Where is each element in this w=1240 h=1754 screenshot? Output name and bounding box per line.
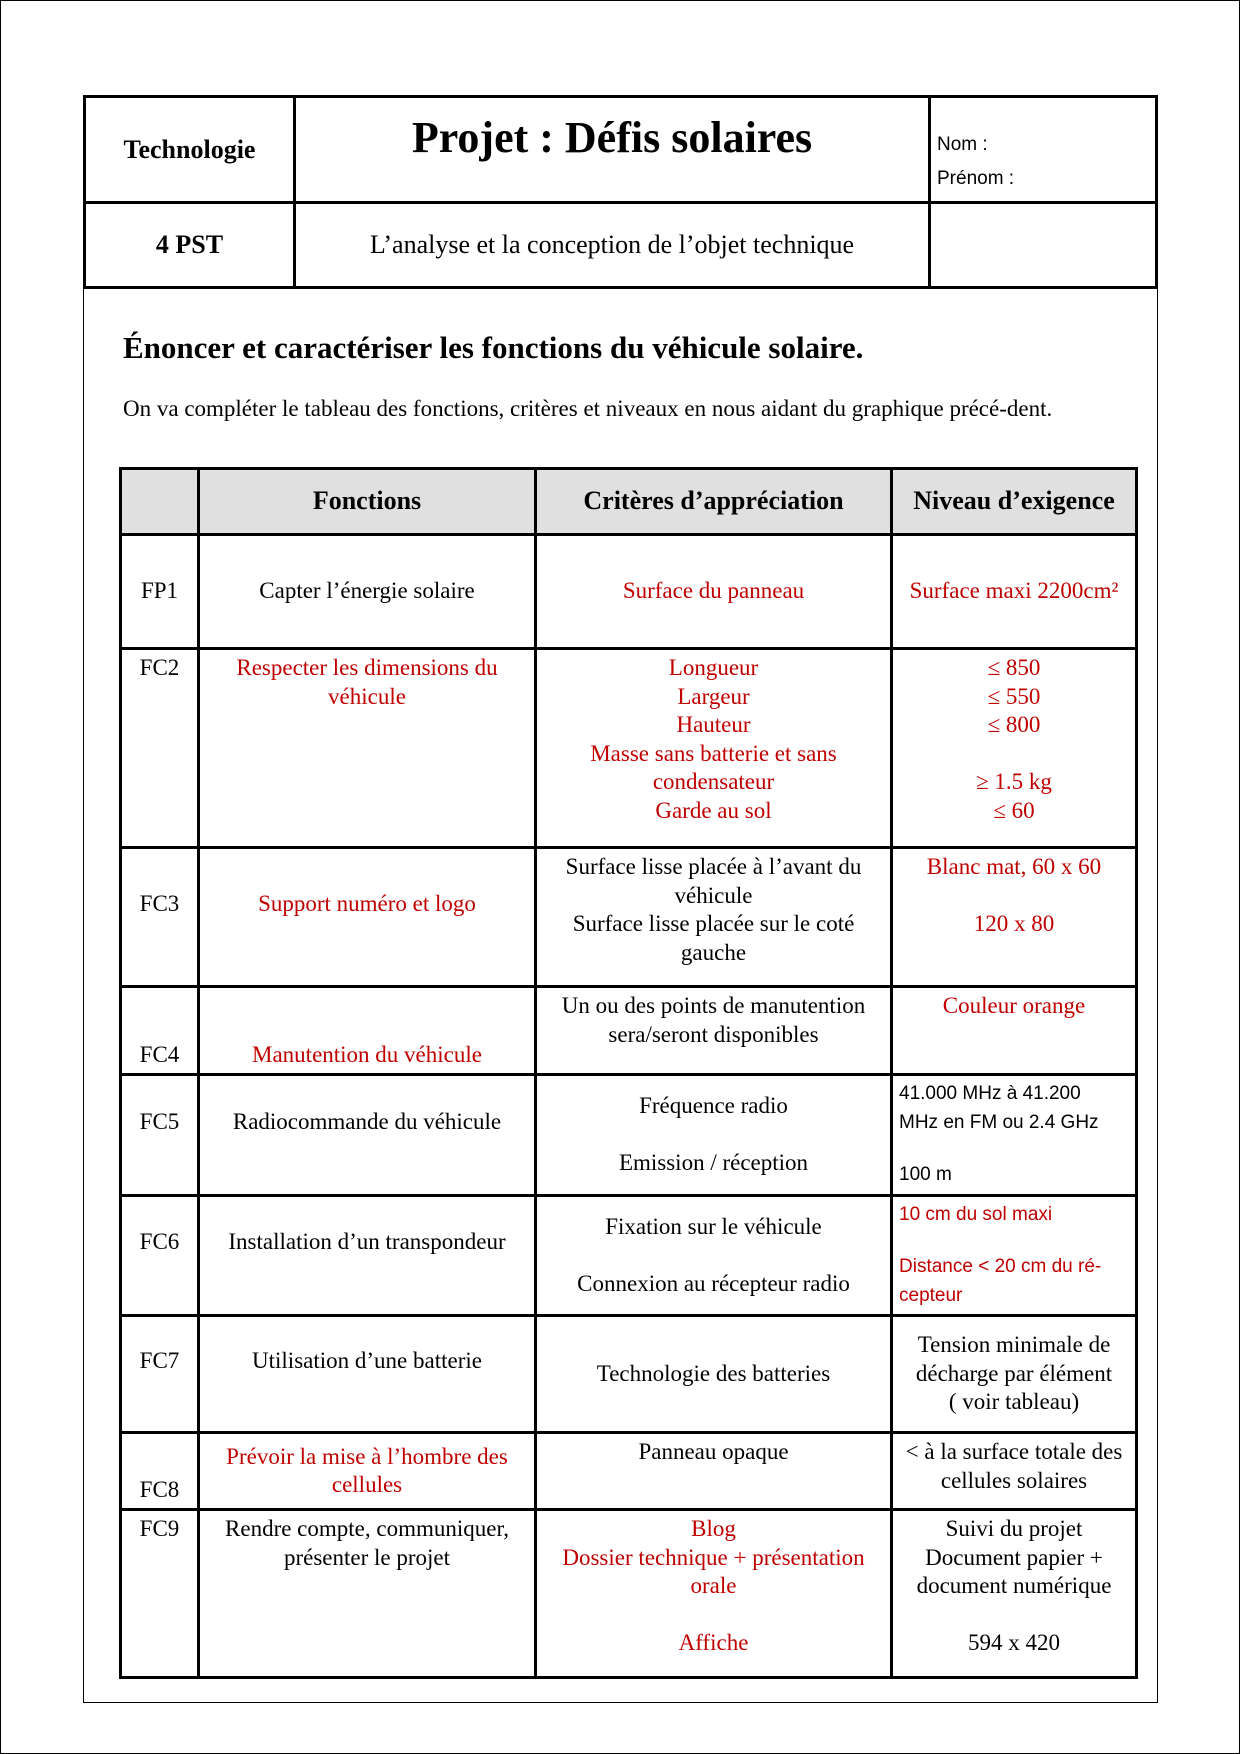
criteres-cell	[536, 535, 892, 649]
niveau-cell	[892, 1195, 1137, 1316]
niveau-line	[899, 1229, 1129, 1253]
row-id: FC4	[121, 987, 199, 1075]
niveau-line: ( voir tableau)	[948, 1389, 1080, 1415]
name-cell	[930, 97, 1157, 203]
fonction-line: Installation d’un transpondeur	[228, 1229, 506, 1254]
table-row	[121, 1433, 1137, 1510]
criteres-cell	[536, 1075, 892, 1196]
criteres-line: Emission / réception	[618, 1150, 809, 1175]
niveau-line: ≤ 60	[993, 797, 1035, 823]
niveau-cell	[892, 1316, 1137, 1433]
niveau-cell	[892, 1075, 1137, 1196]
criteres-line	[543, 1241, 884, 1270]
niveau-cell	[892, 848, 1137, 987]
criteres-line: Surface lisse placée à l’avant du	[565, 854, 862, 879]
empty-cell	[930, 203, 1157, 288]
niveau-line: Surface maxi 2200cm²	[909, 578, 1119, 604]
niveau-line: Suivi du projet	[945, 1516, 1083, 1541]
criteres-line	[543, 1121, 884, 1150]
prenom-label: Prénom :	[937, 168, 1015, 189]
niveau-line: ≤ 800	[987, 712, 1041, 737]
theme-cell: L’analyse et la conception de l’objet technique	[295, 203, 930, 288]
table-row	[121, 649, 1137, 848]
row-id: FP1	[121, 535, 199, 649]
niveau-line: ≤ 850	[987, 655, 1041, 680]
niveau-cell	[892, 535, 1137, 649]
niveau-line: 10 cm du sol maxi	[899, 1203, 1053, 1225]
niveau-line: document numérique	[916, 1573, 1112, 1598]
niveau-line: décharge par élément	[915, 1360, 1113, 1386]
niveau-line: ≥ 1.5 kg	[976, 769, 1052, 794]
fonction-cell	[199, 1195, 536, 1316]
fonction-cell	[199, 987, 536, 1075]
criteres-line: sera/seront disponibles	[608, 1021, 819, 1047]
fonction-cell	[199, 535, 536, 649]
fonction-line: présenter le projet	[283, 1544, 451, 1570]
fonction-line: Prévoir la mise à l’hombre des	[226, 1443, 508, 1469]
niveau-line	[899, 1601, 1129, 1630]
criteres-line: Masse sans batterie et sans	[590, 740, 837, 766]
fonction-line: Support numéro et logo	[258, 890, 476, 916]
criteres-line: condensateur	[652, 769, 775, 794]
table-row	[121, 1075, 1137, 1196]
header-niveau: Niveau d’exigence	[892, 469, 1137, 535]
header-id	[121, 469, 199, 535]
niveau-cell	[892, 987, 1137, 1075]
criteres-line: Fixation sur le véhicule	[605, 1213, 822, 1239]
header-criteres: Critères d’appréciation	[536, 469, 892, 535]
criteres-line: Affiche	[678, 1630, 749, 1655]
niveau-line: Couleur orange	[942, 993, 1086, 1018]
fonction-cell	[199, 1316, 536, 1433]
criteres-line: Hauteur	[676, 712, 751, 737]
criteres-line: Largeur	[677, 683, 750, 709]
niveau-line: cellules solaires	[940, 1467, 1088, 1493]
subject-cell: Technologie	[85, 97, 295, 203]
niveau-cell	[892, 1433, 1137, 1510]
table-row	[121, 1195, 1137, 1316]
niveau-line	[899, 740, 1129, 769]
class-cell: 4 PST	[85, 203, 295, 288]
table-header-row	[121, 469, 1137, 535]
fonction-line: Capter l’énergie solaire	[259, 578, 475, 604]
niveau-line	[899, 1137, 1129, 1161]
criteres-line: gauche	[680, 939, 747, 965]
row-id: FC3	[121, 848, 199, 987]
niveau-line: cepteur	[899, 1284, 963, 1306]
header-table	[83, 95, 1158, 289]
fonction-cell	[199, 1433, 536, 1510]
fonction-line: cellules	[331, 1472, 403, 1497]
page-title: Projet : Défis solaires	[295, 97, 930, 203]
criteres-line: Un ou des points de manutention	[561, 993, 866, 1018]
criteres-cell	[536, 1510, 892, 1678]
fonction-cell	[199, 1075, 536, 1196]
nom-label: Nom :	[937, 134, 988, 155]
row-id: FC9	[121, 1510, 199, 1678]
criteres-line: véhicule	[674, 882, 753, 908]
criteres-cell	[536, 1195, 892, 1316]
criteres-line: Connexion au récepteur radio	[577, 1270, 850, 1296]
intro-text: On va compléter le tableau des fonctions, critères et niveaux en nous aidant du graphique précé-dent.	[123, 396, 1053, 421]
row-id: FC7	[121, 1316, 199, 1433]
table-row	[121, 848, 1137, 987]
fonction-line: Respecter les dimensions du	[236, 655, 498, 680]
niveau-line: < à la surface totale des	[905, 1439, 1123, 1464]
fonction-cell	[199, 1510, 536, 1678]
criteres-line: Dossier technique + présentation	[562, 1544, 865, 1570]
criteres-cell	[536, 848, 892, 987]
criteres-line: Surface du panneau	[622, 578, 805, 604]
niveau-line: ≤ 550	[987, 683, 1041, 709]
row-id: FC2	[121, 649, 199, 848]
fonction-line: Rendre compte, communiquer,	[225, 1516, 509, 1541]
criteres-cell	[536, 987, 892, 1075]
niveau-line: 100 m	[899, 1164, 952, 1185]
table-row	[121, 1316, 1137, 1433]
fonction-cell	[199, 649, 536, 848]
section-title: Énoncer et caractériser les fonctions du véhicule solaire.	[123, 330, 864, 365]
niveau-line: Document papier +	[925, 1544, 1103, 1570]
niveau-line: Distance < 20 cm du ré-	[899, 1256, 1102, 1277]
criteres-line: Blog	[691, 1516, 736, 1541]
criteres-cell	[536, 1433, 892, 1510]
fonction-line: véhicule	[328, 683, 406, 709]
criteres-line: Technologie des batteries	[596, 1360, 831, 1386]
niveau-cell	[892, 649, 1137, 848]
niveau-line: 594 x 420	[968, 1630, 1060, 1655]
row-id: FC8	[121, 1433, 199, 1510]
row-id: FC6	[121, 1195, 199, 1316]
table-row	[121, 1510, 1137, 1678]
niveau-cell	[892, 1510, 1137, 1678]
functions-table	[119, 467, 1138, 1679]
criteres-line	[543, 1601, 884, 1630]
niveau-line: Tension minimale de	[917, 1332, 1111, 1358]
criteres-cell	[536, 649, 892, 848]
table-row	[121, 535, 1137, 649]
niveau-line: 120 x 80	[973, 911, 1055, 936]
fonction-line: Radiocommande du véhicule	[232, 1108, 502, 1134]
niveau-line: MHz en FM ou 2.4 GHz	[899, 1111, 1099, 1133]
criteres-line: Panneau opaque	[638, 1439, 789, 1464]
fonction-cell	[199, 848, 536, 987]
row-id: FC5	[121, 1075, 199, 1196]
criteres-line: Garde au sol	[655, 797, 772, 823]
criteres-line: Longueur	[668, 655, 759, 680]
fonction-line: Utilisation d’une batterie	[252, 1347, 482, 1373]
criteres-line: Fréquence radio	[639, 1093, 788, 1118]
criteres-line: orale	[690, 1573, 737, 1598]
niveau-line	[899, 882, 1129, 911]
criteres-cell	[536, 1316, 892, 1433]
criteres-line: Surface lisse placée sur le coté	[572, 911, 855, 936]
fonction-line: Manutention du véhicule	[252, 1041, 482, 1067]
niveau-line: 41.000 MHz à 41.200	[899, 1083, 1081, 1104]
header-fonctions: Fonctions	[199, 469, 536, 535]
niveau-line: Blanc mat, 60 x 60	[926, 854, 1102, 879]
table-row	[121, 987, 1137, 1075]
